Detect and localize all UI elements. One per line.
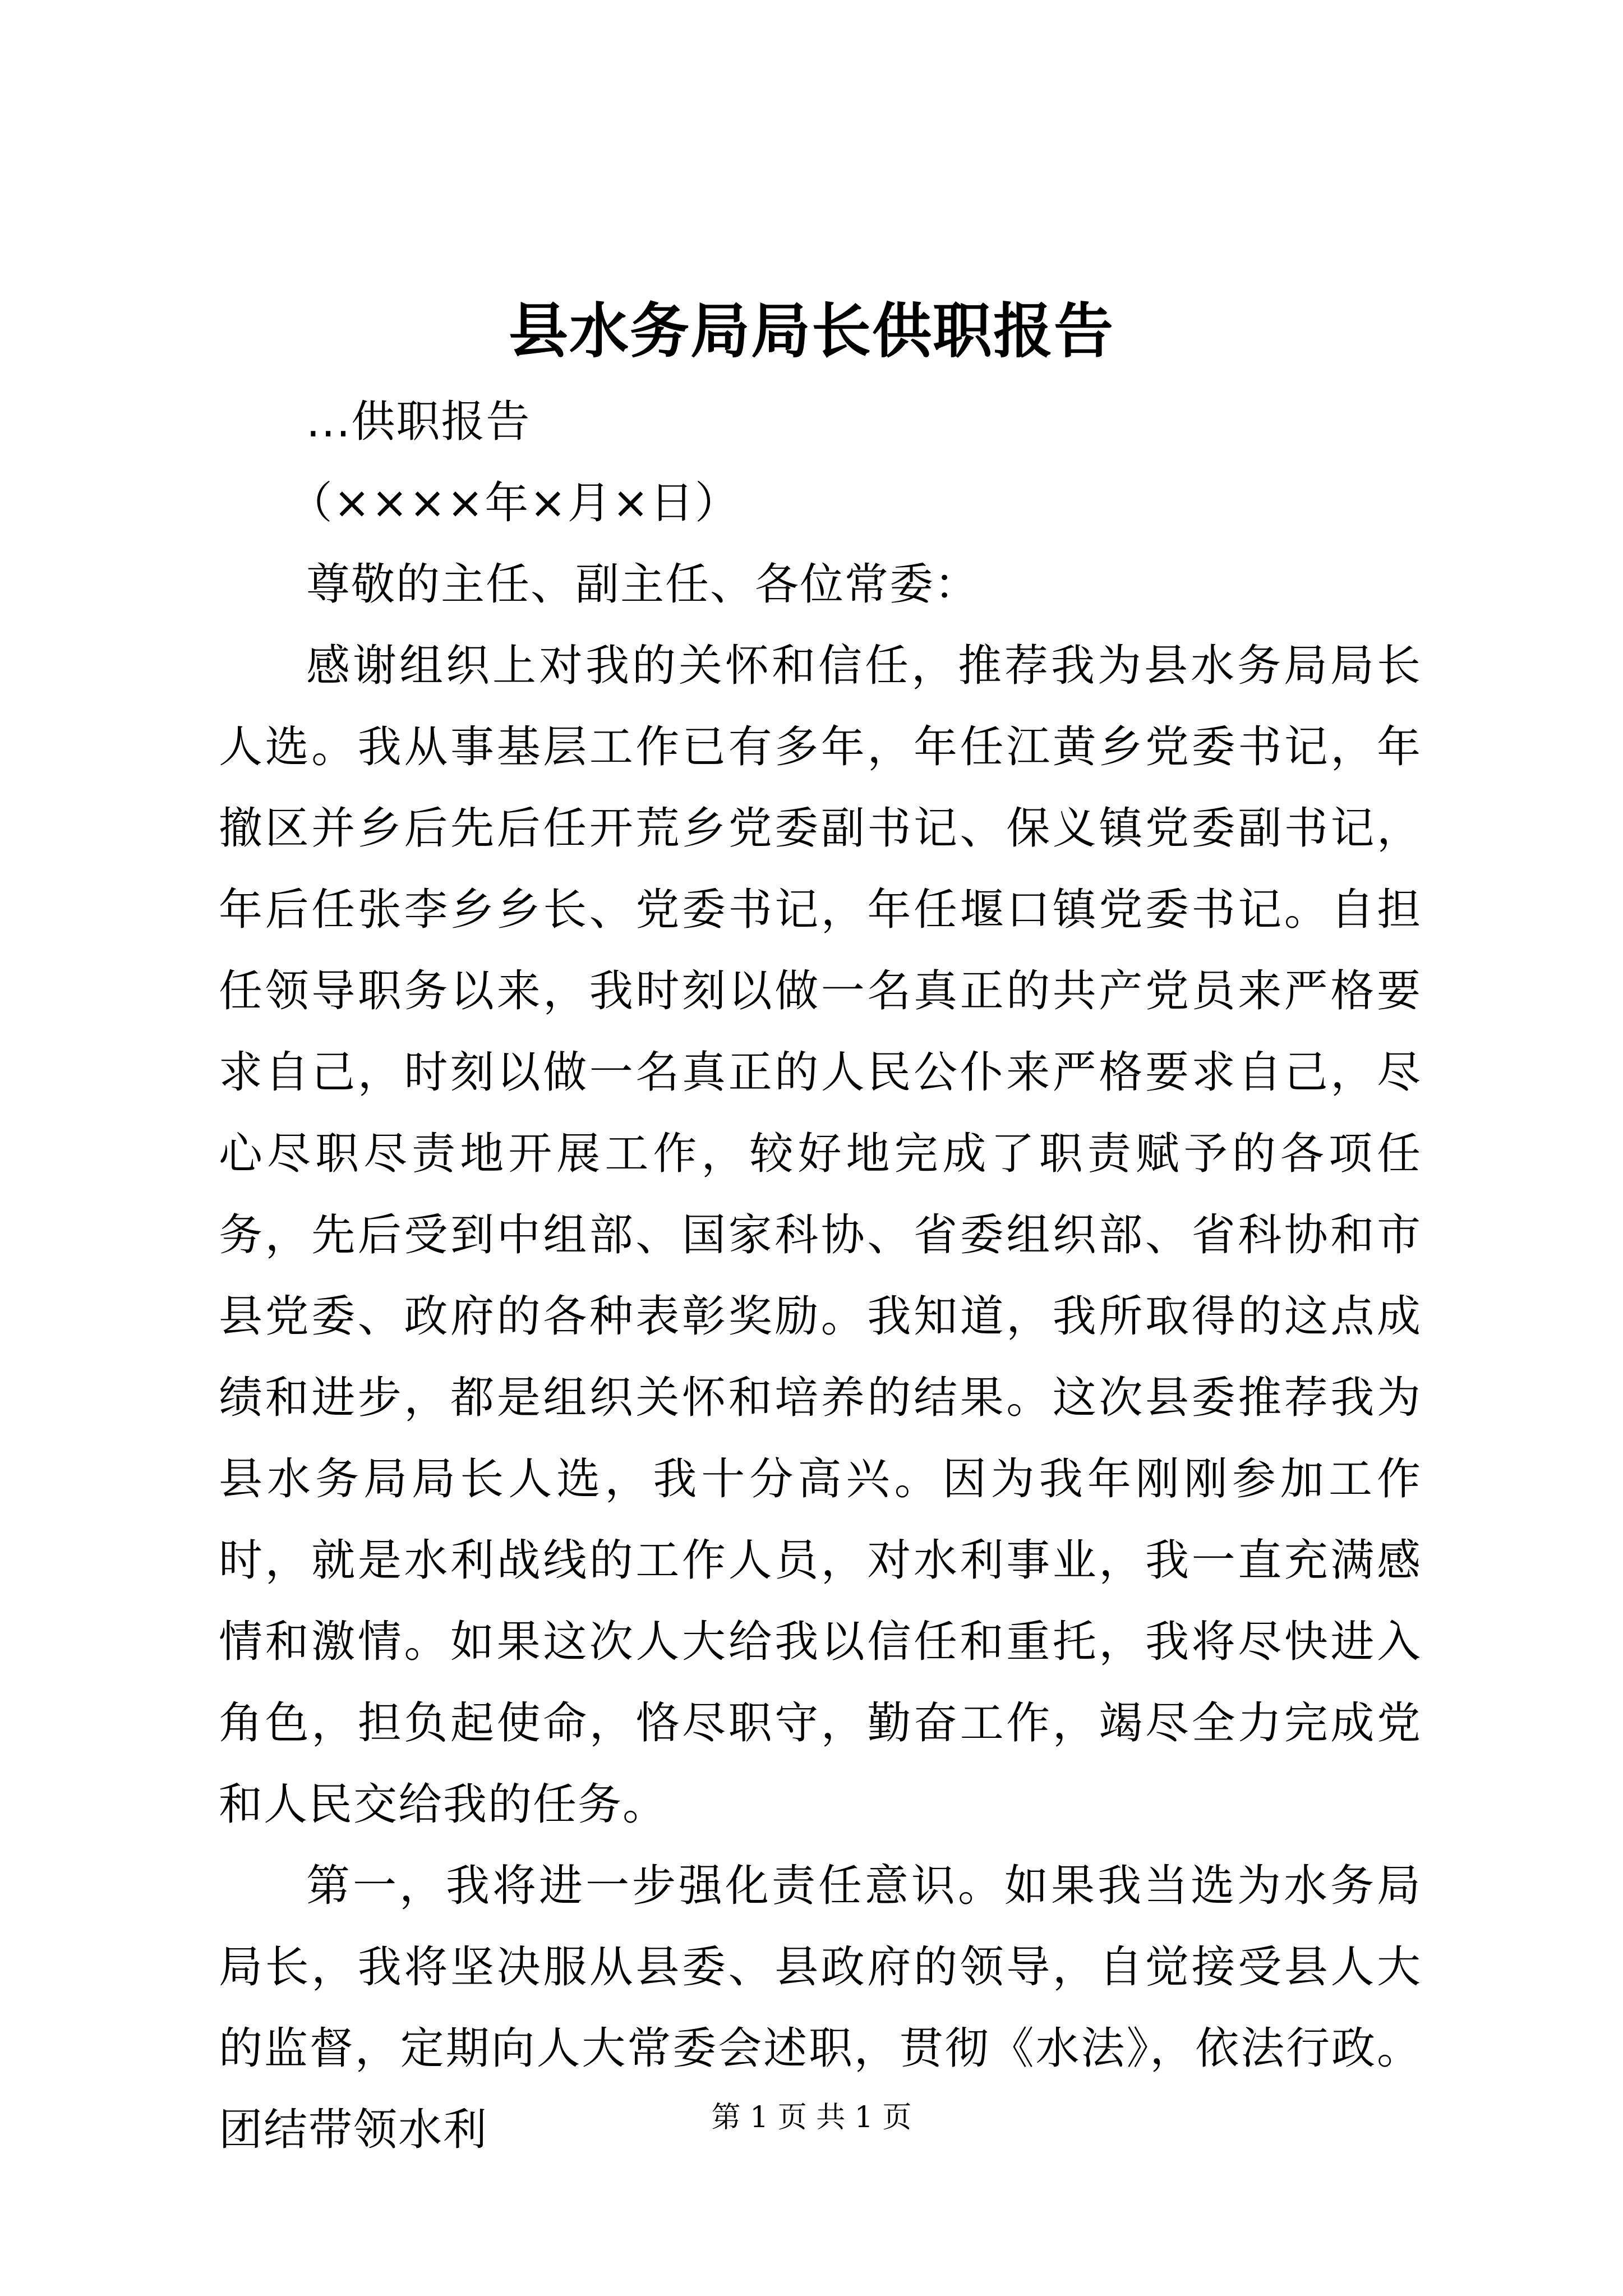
page-footer: 第 1 页 共 1 页 (711, 2101, 912, 2134)
body-paragraph: 第一，我将进一步强化责任意识。如果我当选为水务局局长，我将坚决服从县委、县政府的领导，自觉接受县人大的监督，定期向人大常委会述职，贯彻《水法》，依法行政。团结带领水利 (219, 1861, 1422, 2155)
body-paragraph: 感谢组织上对我的关怀和信任，推荐我为县水务局局长人选。我从事基层工作已有多年，年任江黄乡党委书记，年撤区并乡后先后任开荒乡党委副书记、保义镇党委副书记，年后任张李乡乡长、党委书记，年任堰口镇党委书记。自担任领导职务以来，我时刻以做一名真正的共产党员来严格要求自己，时刻以做一名真正的人民公仆来严格要求自己，尽心尽职尽责地开展工作，较好地完成了职责赋予的各项任务，先后受到中组部、国家科协、省委组织部、省科协和市县党委、政府的各种表彰奖励。我知道，我所取得的这点成绩和进步，都是组织关怀和培养的结果。这次县委推荐我为县水务局局长人选，我十分高兴。因为我年刚刚参加工作时，就是水利战线的工作人员，对水利事业，我一直充满感情和激情。如果这次人大给我以信任和重托，我将尽快进入角色，担负起使命，恪尽职守，勤奋工作，竭尽全力完成党和人民交给我的任务。 (219, 641, 1422, 1830)
document-title: 县水务局局长供职报告 (509, 296, 1114, 366)
subtitle-line: ...供职报告 (306, 397, 531, 447)
document-body (219, 381, 1422, 2171)
salutation: 尊敬的主任、副主任、各位常委： (306, 559, 980, 610)
date-line: （××××年×月×日） (288, 478, 740, 528)
